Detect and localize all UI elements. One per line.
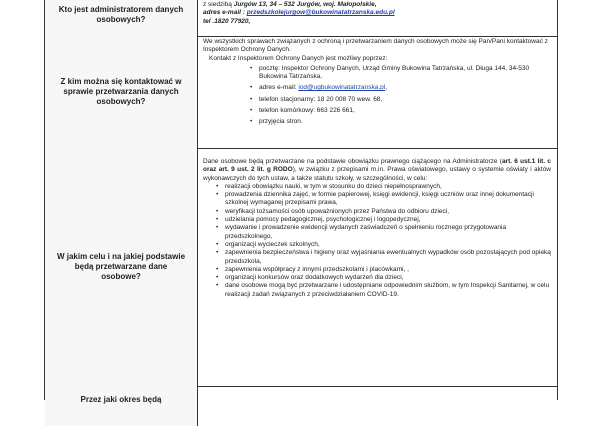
row-period [45,386,557,426]
list-item: • weryfikacji tożsamości osób upoważnionych przez Państwa do odbioru dzieci, [203,208,551,216]
list-item: • pocztę: Inspektor Ochrony Danych, Urząd Gminy Bukowina Tatrzańska, ul. Długa 144, 34-530 Bukowina Tatrzańska, [203,65,551,82]
contact-intro: We wszystkich sprawach związanych z ochroną i przetwarzaniem danych osobowych może się Pan/Pani kontaktować z Inspektorem Ochrony Danych. [203,38,548,54]
question-administrator: Kto jest administratorem danych osobowych? [58,5,184,24]
address-line: z siedzibą Jurgów 13, 34 – 532 Jurgów, woj. Małopolskie, [203,1,377,8]
question-cell [45,148,198,386]
document-page [44,0,558,404]
list-item: • organizacji konkursów oraz dodatkowych wydarzeń dla dzieci, [203,274,551,282]
list-item: • realizacji obowiązku nauki, w tym w stosunku do dzieci niepełnosprawnych, [203,183,551,191]
list-item: • udzielania pomocy pedagogicznej, psychologicznej i logopedycznej, [203,216,551,224]
row-administrator [45,0,557,37]
purpose-list [203,183,551,299]
question-cell [45,0,198,36]
question-cell [45,36,198,148]
phone-line: tel .1820 77920, [203,17,251,25]
answer-cell [203,38,551,127]
question-cell [45,386,198,426]
address: Jurgów 13, 34 – 532 Jurgów, woj. Małopolskie, [233,1,377,8]
answer-cell [203,1,551,26]
list-item: • zapewnienia bezpieczeństwa i higieny oraz wyjaśniania ewentualnych wypadków osób pozostających pod opieką przedszkola, [203,249,551,266]
email-line: adres e-mail : przedszkolejurgow@bukowinatatrzanska.edu.pl [203,9,395,17]
list-item: • wydawanie i prowadzenie ewidencji wydanych zaświadczeń o spełnieniu rocznego przygotowania przedszkolnego, [203,224,551,241]
question-purpose: W jakim celu i na jakiej podstawie będą przetwarzane dane osobowe? [56,252,186,281]
question-contact: Z kim można się kontaktować w sprawie przetwarzania danych osobowych? [60,77,182,106]
iod-email-link[interactable]: iod@ugbukowinatatrzanska.pl [298,84,386,92]
list-item: • adres e-mail: iod@ugbukowinatatrzanska.pl, [203,84,551,92]
list-item: • telefon komórkowy: 663 226 661, [203,107,551,115]
list-item: • zapewnienia współpracy z innymi przedszkolami i placówkami, , [203,266,551,274]
row-purpose [45,148,557,387]
contact-list [203,65,551,127]
list-item: • przyjęcia stron. [203,118,551,126]
email-link[interactable]: przedszkolejurgow@bukowinatatrzanska.edu.pl [246,9,395,17]
list-item: • prowadzenia dziennika zajęć, w formie papierowej, księgi ewidencji, księgi uczniów oraz innej dokumentacji szkolnej wymaganej przepisami prawa, [203,191,551,208]
question-period: Przez jaki okres będą [80,395,162,404]
answer-cell [203,158,551,299]
purpose-intro: Dane osobowe będą przetwarzane na podstawie obowiązku prawnego ciążącego na Administratorze (art. 6 ust.1 lit. c oraz art. 9 ust. 2 lit. g RODO), w związku z przepisami m.in. Prawa oświatowego, ustawy o systemie oświaty i aktów wykonawczych do tych ustaw, a także statutu szkoły, w szczególności, w celu: [203,158,552,182]
list-item: • telefon stacjonarny: 18 20 008 70 wew. 68, [203,96,551,104]
contact-line: Kontakt z Inspektorem Ochrony Danych jest możliwy poprzez: [209,54,388,62]
list-item: • dane osobowe mogą być przetwarzane i udostępniane odpowiednim służbom, w tym Inspekcji Sanitarnej, w celu realizacji zadań związanych z przeciwdziałaniem COVID-19. [203,282,551,299]
row-contact [45,36,557,149]
list-item: • organizacji wycieczek szkolnych, [203,241,551,249]
